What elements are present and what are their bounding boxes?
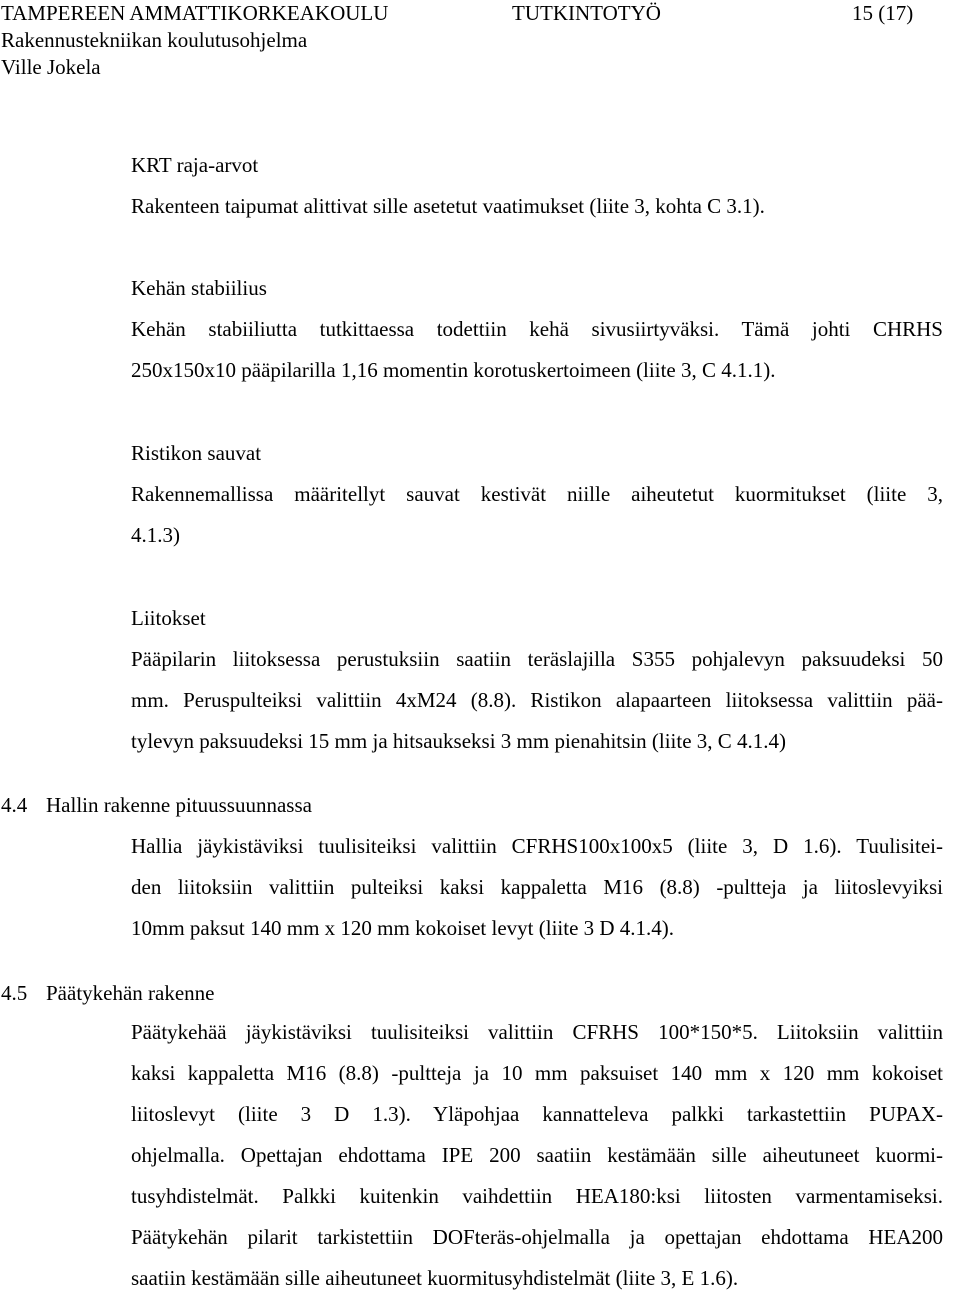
paragraph-line xyxy=(131,1183,943,1209)
paragraph-line xyxy=(131,1019,943,1045)
paragraph-line xyxy=(131,316,943,342)
programme-name: Rakennustekniikan koulutusohjelma xyxy=(1,28,308,52)
paragraph-line-text: Pääpilarin liitoksessa perustuksiin saatiin teräslajilla S355 pohjalevyn paksuudeksi 50 xyxy=(131,647,943,671)
paragraph-line xyxy=(131,1142,943,1168)
paragraph-line xyxy=(131,833,943,859)
author-name: Ville Jokela xyxy=(1,55,101,79)
page-number: 15 (17) xyxy=(852,1,914,25)
paragraph-line: tylevyn paksuudeksi 15 mm ja hitsaukseksi 3 mm pienahitsin (liite 3, C 4.1.4) xyxy=(131,729,787,753)
section-heading-joints: Liitokset xyxy=(131,606,206,630)
paragraph-line: saatiin kestämään sille aiheutuneet kuormitusyhdistelmät (liite 3, E 1.6). xyxy=(131,1266,739,1290)
paragraph-line-text: ohjelmalla. Opettajan ehdottama IPE 200 saatiin kestämään sille aiheutuneet kuormi- xyxy=(131,1143,943,1167)
page-header xyxy=(0,0,960,81)
paragraph-line-text: liitoslevyt (liite 3 D 1.3). Yläpohjaa kannatteleva palkki tarkastettiin PUPAX- xyxy=(131,1102,943,1126)
header-row-2 xyxy=(0,27,960,54)
paragraph-line xyxy=(131,1224,943,1250)
paragraph-line xyxy=(131,874,943,900)
paragraph-line-text: Päätykehän pilarit tarkistettiin DOFteräs-ohjelmalla ja opettajan ehdottama HEA200 xyxy=(131,1225,943,1249)
paragraph-line-text: tusyhdistelmät. Palkki kuitenkin vaihdettiin HEA180:ksi liitosten varmentamiseksi. xyxy=(131,1184,943,1208)
paragraph-line xyxy=(131,1101,943,1127)
paragraph-line xyxy=(131,646,943,672)
paragraph-line: 250x150x10 pääpilarilla 1,16 momentin korotuskertoimeen (liite 3, C 4.1.1). xyxy=(131,358,776,382)
paragraph-line xyxy=(131,481,943,507)
paragraph-line-text: den liitoksiin valittiin pulteiksi kaksi kappaletta M16 (8.8) -pultteja ja liitoslevyiksi xyxy=(131,875,943,899)
paragraph-line xyxy=(131,687,943,713)
paragraph-line: 4.1.3) xyxy=(131,523,180,547)
paragraph-line-text: Kehän stabiiliutta tutkittaessa todettiin kehä sivusiirtyväksi. Tämä johti CHRHS xyxy=(131,317,943,341)
paragraph-line-text: kaksi kappaletta M16 (8.8) -pultteja ja 10 mm paksuiset 140 mm x 120 mm kokoiset xyxy=(131,1061,943,1085)
section-number-4-5: 4.5 xyxy=(1,981,28,1005)
paragraph-line: 10mm paksut 140 mm x 120 mm kokoiset levyt (liite 3 D 4.1.4). xyxy=(131,916,675,940)
section-number-4-4: 4.4 xyxy=(1,793,28,817)
paragraph-line-text: Hallia jäykistäviksi tuulisiteiksi valittiin CFRHS100x100x5 (liite 3, D 1.6). Tuulisitei- xyxy=(131,834,943,858)
header-row-1 xyxy=(0,0,960,27)
header-row-3 xyxy=(0,54,960,81)
section-heading-4-4: Hallin rakenne pituussuunnassa xyxy=(46,793,312,817)
section-heading-krt: KRT raja-arvot xyxy=(131,153,259,177)
school-name: TAMPEREEN AMMATTIKORKEAKOULU xyxy=(1,1,389,25)
paragraph-line xyxy=(131,1060,943,1086)
paragraph-line-text: mm. Peruspulteiksi valittiin 4xM24 (8.8). Ristikon alapaarteen liitoksessa valittiin pää- xyxy=(131,688,943,712)
section-heading-truss-bars: Ristikon sauvat xyxy=(131,441,262,465)
document-type: TUTKINTOTYÖ xyxy=(512,1,661,25)
paragraph-line-text: Päätykehää jäykistäviksi tuulisiteiksi valittiin CFRHS 100*150*5. Liitoksiin valittiin xyxy=(131,1020,943,1044)
paragraph-line-text: Rakennemallissa määritellyt sauvat kestivät niille aiheutetut kuormitukset (liite 3, xyxy=(131,482,943,506)
section-heading-4-5: Päätykehän rakenne xyxy=(46,981,215,1005)
paragraph-line: Rakenteen taipumat alittivat sille asetetut vaatimukset (liite 3, kohta C 3.1). xyxy=(131,194,765,218)
section-heading-stability: Kehän stabiilius xyxy=(131,276,267,300)
